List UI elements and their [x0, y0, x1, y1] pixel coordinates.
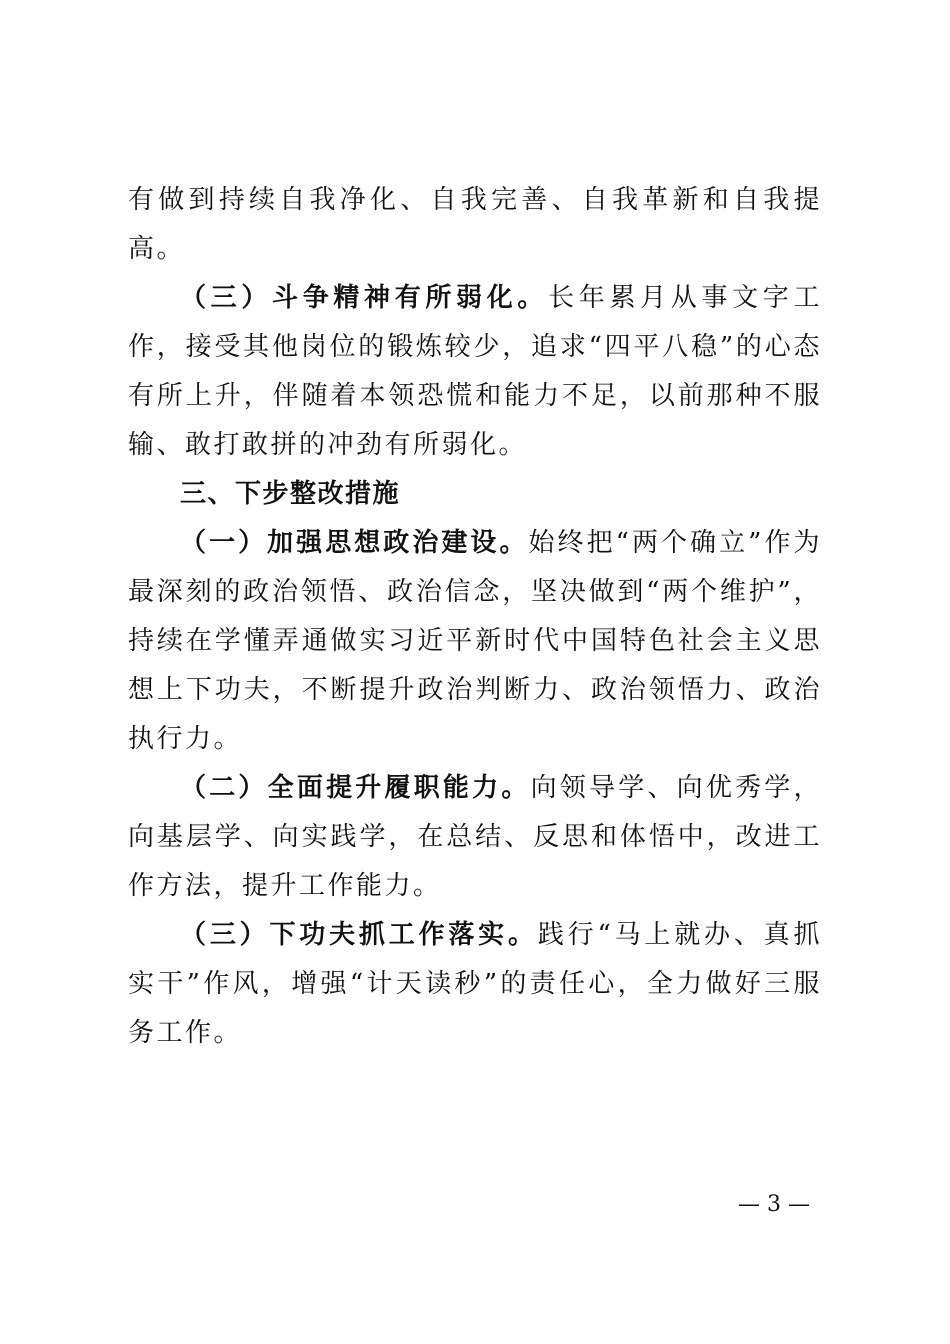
paragraph-capability [128, 764, 822, 911]
paragraph-implementation [128, 911, 822, 1058]
paragraph-text: 有做到持续自我净化、自我完善、自我革新和自我提高。 [128, 185, 822, 264]
paragraph-lead: （三）斗争精神有所弱化。 [180, 283, 549, 313]
paragraph-continuation [128, 176, 822, 274]
paragraph-lead: （三）下功夫抓工作落实。 [180, 920, 538, 950]
document-body [128, 176, 822, 1058]
paragraph-political-building [128, 519, 822, 764]
paragraph-text: 始终把“两个确立”作为最深刻的政治领悟、政治信念，坚决做到“两个维护”，持续在学懂弄通做实习近平新时代中国特色社会主义思想上下功夫，不断提升政治判断力、政治领悟力、政治执行力。 [128, 528, 822, 754]
section-heading: 三、下步整改措施 [180, 479, 401, 509]
paragraph-struggle-spirit [128, 274, 822, 470]
paragraph-text: 向领导学、向优秀学，向基层学、向实践学，在总结、反思和体悟中，改进工作方法，提升工作能力。 [128, 773, 822, 901]
page-number: — 3 — [738, 1192, 810, 1217]
paragraph-lead: （一）加强思想政治建设。 [180, 528, 529, 558]
paragraph-text: 践行“马上就办、真抓实干”作风，增强“计天读秒”的责任心，全力做好三服务工作。 [128, 920, 822, 1048]
paragraph-lead: （二）全面提升履职能力。 [180, 773, 531, 803]
paragraph-text: 长年累月从事文字工作，接受其他岗位的锻炼较少，追求“四平八稳”的心态有所上升，伴随着本领恐慌和能力不足，以前那种不服输、敢打敢拼的冲劲有所弱化。 [128, 283, 822, 460]
